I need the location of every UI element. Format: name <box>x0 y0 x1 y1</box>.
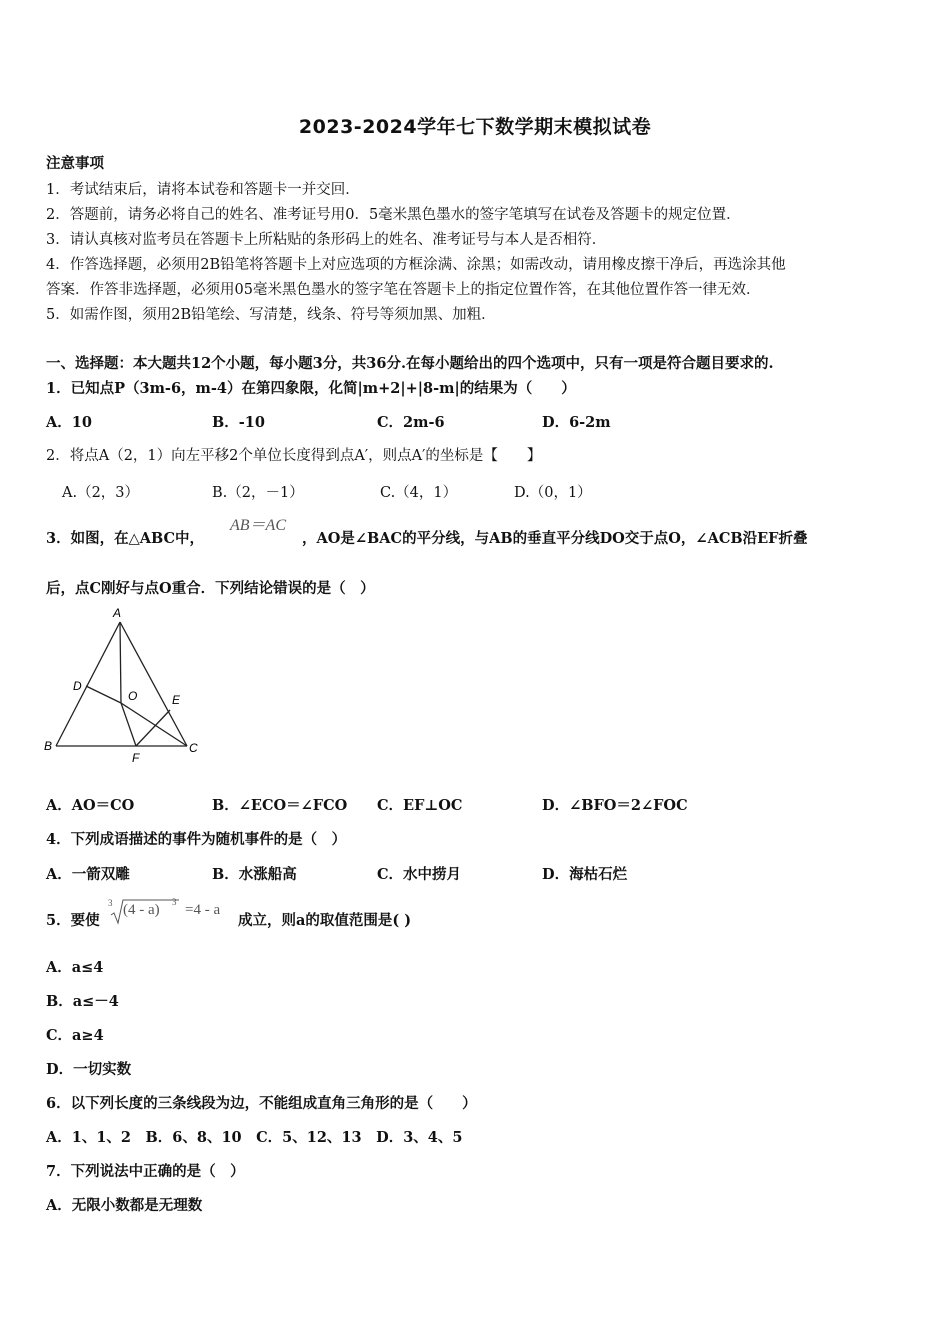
radicand: (4 - a) <box>123 902 160 918</box>
notice-item: 3．请认真核对监考员在答题卡上所粘贴的条形码上的姓名、准考证号与本人是否相符． <box>46 232 607 248</box>
segment-ao <box>120 622 121 703</box>
stem-prefix: 3．如图，在△ABC中， <box>46 530 205 547</box>
option-a: A.（2，3） <box>62 485 140 501</box>
option-a: A．一箭双雕 <box>46 866 130 883</box>
notice-item: 4．作答选择题，必须用2B铅笔将答题卡上对应选项的方框涂满、涂黑；如需改动，请用橡皮擦干净后，再选涂其他 <box>46 257 786 273</box>
label-d: D <box>73 679 82 693</box>
triangle-figure <box>40 600 210 770</box>
notice-item: 1．考试结束后，请将本试卷和答题卡一并交回． <box>46 182 360 198</box>
question-2-stem: 2．将点A（2，1）向左平移2个单位长度得到点A′，则点A′的坐标是【 】 <box>46 448 542 464</box>
stem-suffix: ，AO是∠BAC的平分线，与AB的垂直平分线DO交于点O，∠ACB沿EF折叠 <box>302 530 808 547</box>
label-c: C <box>189 741 198 755</box>
label-b: B <box>44 739 53 753</box>
radicand-exponent: 3 <box>172 897 177 907</box>
option-b: B．-10 <box>212 414 265 431</box>
option-d: D．6-2m <box>542 414 611 431</box>
label-a: A <box>113 606 122 620</box>
option-a: A．AO＝CO <box>46 797 135 814</box>
notice-item: 5．如需作图，须用2B铅笔绘、写清楚，线条、符号等须加黑、加粗． <box>46 307 496 323</box>
right-hand-side: =4 - a <box>185 902 221 918</box>
question-3-stem-line2: 后，点C刚好与点O重合．下列结论错误的是（ ） <box>46 580 375 597</box>
segment-of <box>121 703 136 746</box>
question-1-stem: 1．已知点P（3m-6，m-4）在第四象限，化简|m+2|+|8-m|的结果为（ ） <box>46 380 576 397</box>
question-5-option-c: C．a≥4 <box>46 1027 104 1044</box>
option-a: A．10 <box>46 414 92 431</box>
notice-heading: 注意事项 <box>46 155 104 172</box>
question-5-stem-suffix: 成立，则a的取值范围是( ) <box>238 912 412 929</box>
math-ab-eq-ac: AB＝AC <box>230 517 286 534</box>
label-o: O <box>128 689 138 703</box>
option-d: D.（0，1） <box>514 485 592 501</box>
question-4-stem: 4．下列成语描述的事件为随机事件的是（ ） <box>46 831 347 848</box>
notice-item: 2．答题前，请务必将自己的姓名、准考证号用0．5毫米黑色墨水的签字笔填写在试卷及答题卡的规定位置． <box>46 207 741 223</box>
option-c: C.（4，1） <box>380 485 458 501</box>
label-f: F <box>132 751 140 765</box>
option-c: C．水中捞月 <box>377 866 462 883</box>
section-heading: 一、选择题：本大题共12个小题，每小题3分，共36分.在每小题给出的四个选项中，只有一项是符合题目要求的. <box>46 355 774 372</box>
segment-do <box>86 686 121 703</box>
edge-ab <box>56 622 120 746</box>
question-6-options: A．1、1、2 B．6、8、10 C．5、12、13 D．3、4、5 <box>46 1129 463 1146</box>
option-b: B.（2，－1） <box>212 485 304 501</box>
question-7-stem: 7．下列说法中正确的是（ ） <box>46 1163 245 1180</box>
segment-oc <box>121 703 187 746</box>
option-c: C．2m-6 <box>377 414 445 431</box>
option-c: C．EF⊥OC <box>377 797 463 814</box>
question-6-stem: 6．以下列长度的三条线段为边，不能组成直角三角形的是（ ） <box>46 1095 477 1112</box>
question-3-stem <box>46 527 204 548</box>
root-index: 3 <box>108 898 113 908</box>
option-b: B．∠ECO＝∠FCO <box>212 797 348 814</box>
question-5-option-a: A．a≤4 <box>46 959 104 976</box>
question-5-option-b: B．a≤－4 <box>46 993 119 1010</box>
question-5-option-d: D．一切实数 <box>46 1061 132 1078</box>
question-5-stem-prefix: 5．要使 <box>46 912 100 929</box>
cube-root-expression <box>106 896 238 928</box>
label-e: E <box>172 693 181 707</box>
page-title: 2023-2024学年七下数学期末模拟试卷 <box>298 116 652 138</box>
notice-item: 答案．作答非选择题，必须用05毫米黑色墨水的签字笔在答题卡上的指定位置作答，在其他位置作答一律无效． <box>46 282 761 298</box>
option-d: D．海枯石烂 <box>542 866 628 883</box>
option-b: B．水涨船高 <box>212 866 297 883</box>
option-d: D．∠BFO＝2∠FOC <box>542 797 688 814</box>
question-7-option-a: A．无限小数都是无理数 <box>46 1197 203 1214</box>
